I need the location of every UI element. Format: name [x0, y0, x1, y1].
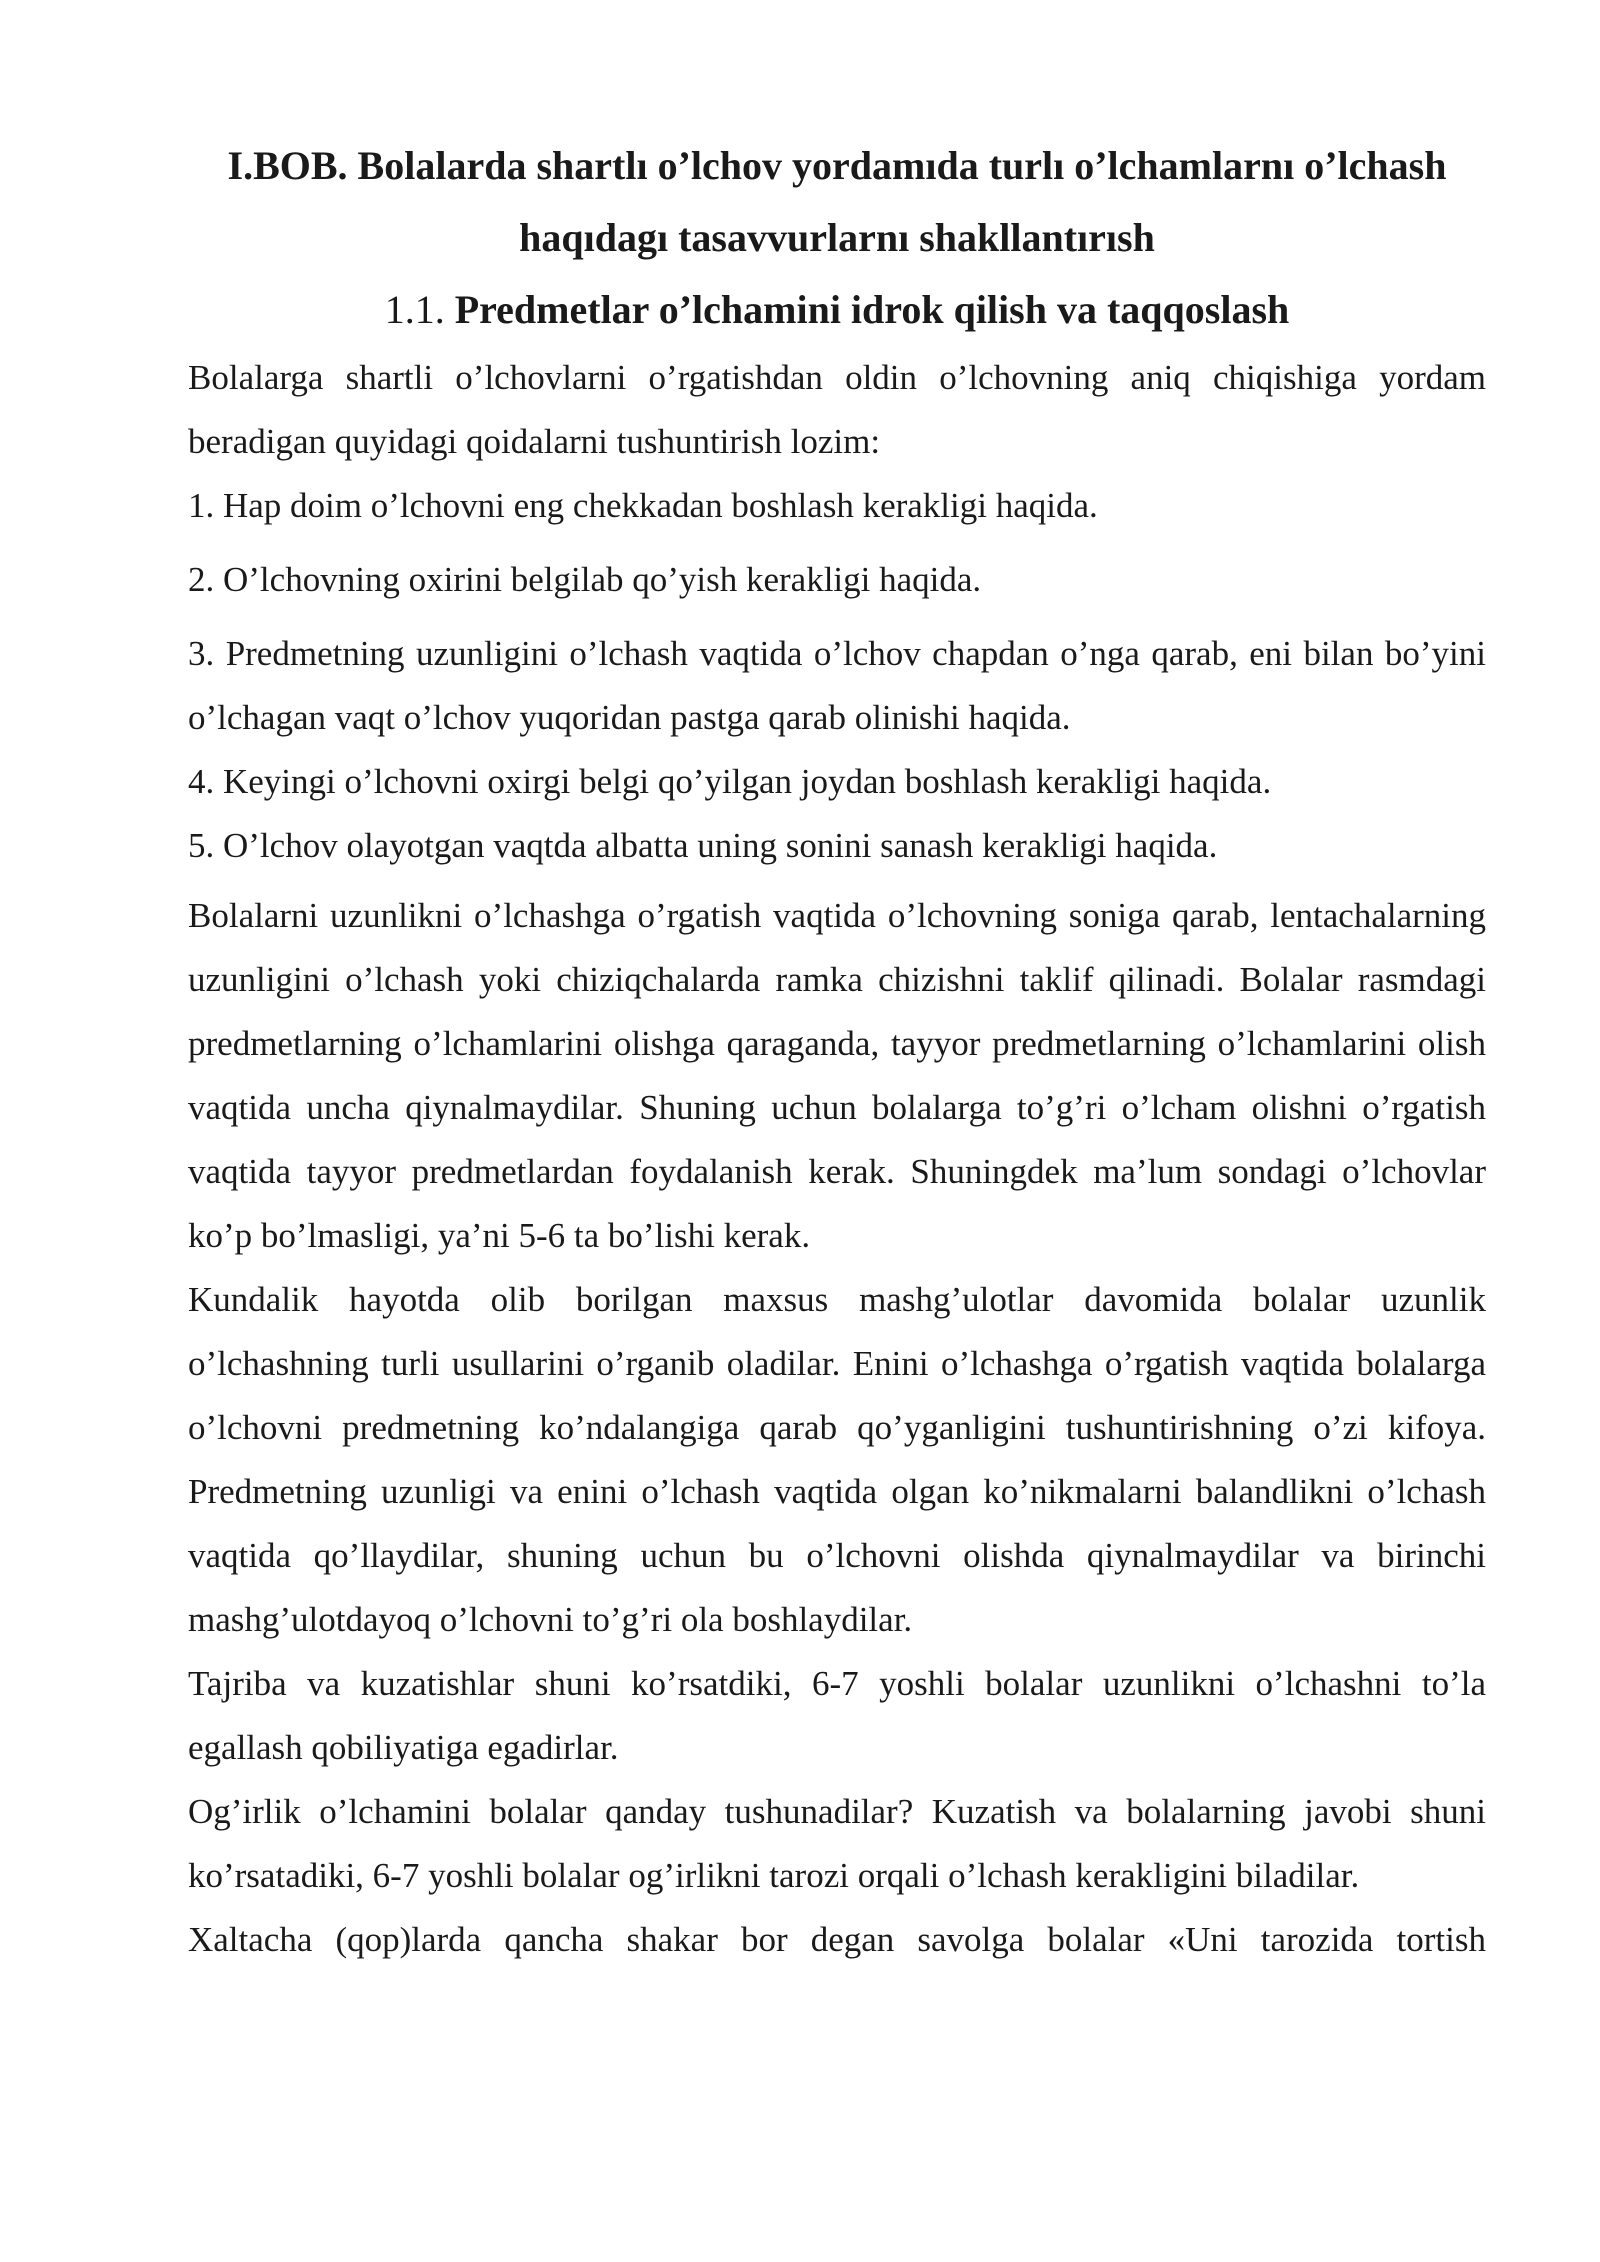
body-paragraph: Xaltacha (qop)larda qancha shakar bor degan savolga bolalar «Uni tarozida tortish: [188, 1920, 1486, 1959]
chapter-title: I.BOB. Bolalarda shartlı o’lchov yordamıda turlı o’lchamlarnı o’lchash haqıdagı tasavvurlarnı shakllantırısh: [227, 143, 1447, 260]
rule-item: 4. Keyingi o’lchovni oxirgi belgi qo’yilgan joydan boshlash kerakligi haqida.: [188, 762, 1272, 801]
rule-item: 3. Predmetning uzunligini o’lchash vaqtida o’lchov chapdan o’nga qarab, eni bilan bo’yini o’lchagan vaqt o’lchov yuqoridan pastga qarab olinishi haqida.: [188, 634, 1486, 737]
section-title: [188, 274, 1486, 346]
body-paragraph: Og’irlik o’lchamini bolalar qanday tushunadilar? Kuzatish va bolalarning javobi shuni ko’rsatadiki, 6-7 yoshli bolalar og’irlikni tarozi orqali o’lchash kerakligini biladilar.: [188, 1792, 1486, 1895]
body-paragraph: Tajriba va kuzatishlar shuni ko’rsatdiki, 6-7 yoshli bolalar uzunlikni o’lchashni to’la egallash qobiliyatiga egadirlar.: [188, 1664, 1486, 1767]
body-paragraph: Kundalik hayotda olib borilgan maxsus mashg’ulotlar davomida bolalar uzunlik o’lchashning turli usullarini o’rganib oladilar. Enini o’lchashga o’rgatish vaqtida bolalarga o’lchovni predmetning ko’ndalangiga qarab qo’yganligini tushuntirishning o’zi kifoya. Predmetning uzunligi va enini o’lchash vaqtida olgan ko’nikmalarni balandlikni o’lchash vaqtida qo’llaydilar, shuning uchun bu o’lchovni olishda qiynalmaydilar va birinchi mashg’ulotdayoq o’lchovni to’g’ri ola boshlaydilar.: [188, 1280, 1486, 1639]
body-paragraph: Bolalarni uzunlikni o’lchashga o’rgatish vaqtida o’lchovning soniga qarab, lentachalarning uzunligini o’lchash yoki chiziqchalarda ramka chizishni taklif qilinadi. Bolalar rasmdagi predmetlarning o’lchamlarini olishga qaraganda, tayyor predmetlarning o’lchamlarini olish vaqtida uncha qiynalmaydilar. Shuning uchun bolalarga to’g’ri o’lcham olishni o’rgatish vaqtida tayyor predmetlardan foydalanish kerak. Shuningdek ma’lum sondagi o’lchovlar ko’p bo’lmasligi, ya’ni 5-6 ta bo’lishi kerak.: [188, 896, 1486, 1255]
section-title-text: Predmetlar o’lchamini idrok qilish va taqqoslash: [454, 287, 1290, 332]
intro-paragraph: Bolalarga shartli o’lchovlarni o’rgatishdan oldin o’lchovning aniq chiqishiga yordam beradigan quyidagi qoidalarni tushuntirish lozim:: [188, 358, 1486, 461]
section-number: 1.1.: [384, 287, 445, 332]
rule-item: 5. O’lchov olayotgan vaqtda albatta uning sonini sanash kerakligi haqida.: [188, 826, 1218, 865]
rule-item: 2. O’lchovning oxirini belgilab qo’yish kerakligi haqida.: [188, 560, 982, 599]
document-page: [188, 130, 1486, 1972]
rule-item: 1. Hap doim o’lchovni eng chekkadan boshlash kerakligi haqida.: [188, 486, 1098, 525]
